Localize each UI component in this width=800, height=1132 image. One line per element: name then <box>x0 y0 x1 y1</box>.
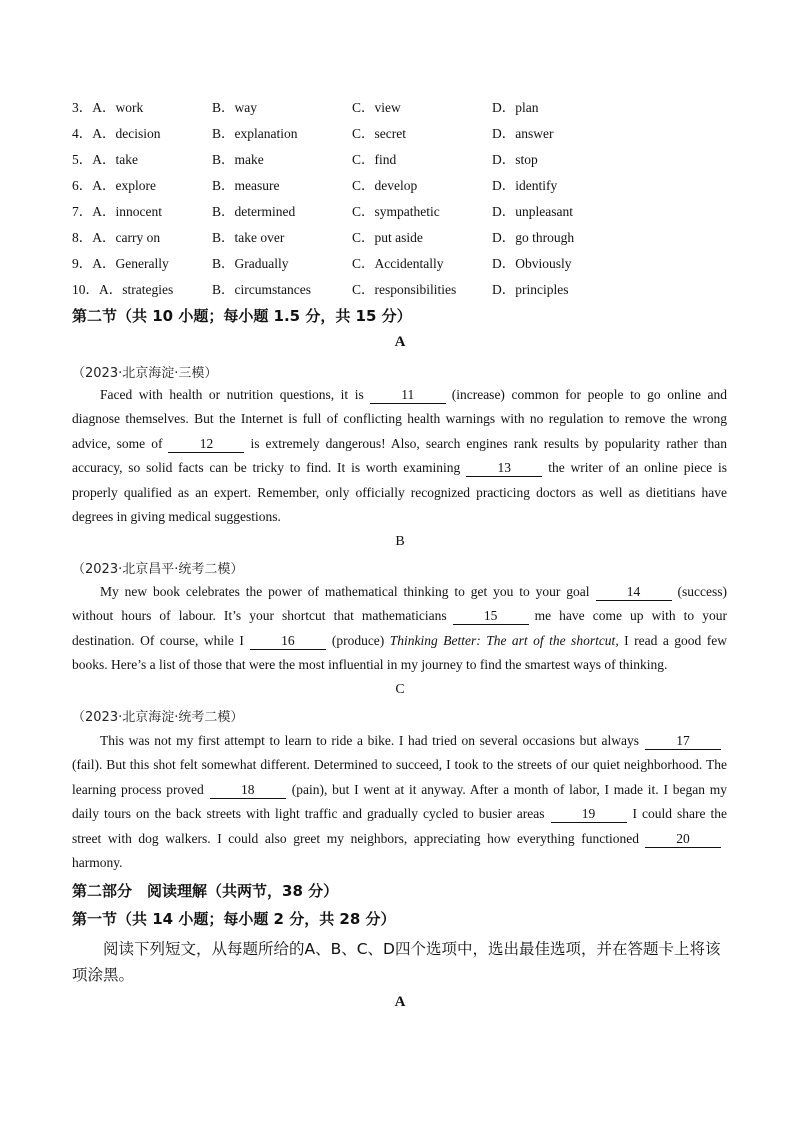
text: (fail). But this shot felt somewhat different. Determined to succeed, I took to the streets of our quiet neighborhood. The learning process proved <box>72 757 727 797</box>
text: This was not my first attempt to learn to ride a bike. I had tried on several occasions but always <box>100 733 639 748</box>
option-a: 3．A．work <box>72 100 144 115</box>
blank-15[interactable]: 15 <box>453 608 529 625</box>
passage-c-source: （2023·北京海淀·统考二模） <box>72 710 244 725</box>
option-row <box>72 93 732 119</box>
option-a: 4．A．decision <box>72 126 161 141</box>
option-d: D．Obviously <box>492 256 572 271</box>
text: (success) without hours of labour. It’s your shortcut that mathematicians <box>72 584 727 624</box>
part2-instruction: 阅读下列短文，从每题所给的A、B、C、D四个选项中，选出最佳选项，并在答题卡上将该项涂黑。 <box>72 940 721 984</box>
option-d: D．principles <box>492 282 569 297</box>
option-d: D．plan <box>492 100 539 115</box>
passage-b-letter: B <box>395 534 405 549</box>
option-c: C．view <box>352 100 401 115</box>
text: (pain), but I went at it anyway. After a month of labor, I made it. I began my daily tours on the back streets with light traffic and gradually cycled to busier areas <box>72 781 727 822</box>
text: My new book celebrates the power of mathematical thinking to get you to your goal <box>100 584 590 599</box>
option-d: D．identify <box>492 178 558 193</box>
options-list <box>72 93 732 301</box>
option-d: D．go through <box>492 230 575 245</box>
option-c: C．secret <box>352 126 406 141</box>
option-c: C．Accidentally <box>352 256 444 271</box>
option-d: D．stop <box>492 152 538 167</box>
text: (increase) common for people to go online and diagnose themselves. But the Internet is full of conflicting health warnings with no regulation to remove the wrong advice, some of <box>72 387 727 451</box>
option-b: B．determined <box>212 204 296 219</box>
text: is extremely dangerous! Also, search engines rank results by popularity rather than accuracy, so solid facts can be tricky to find. It is worth examining <box>72 435 727 476</box>
passage-a-source: （2023·北京海淀·三模） <box>72 366 218 381</box>
option-c: C．responsibilities <box>352 282 457 297</box>
blank-20[interactable]: 20 <box>645 831 721 848</box>
text: harmony. <box>72 855 123 871</box>
text: me have come up with to your destination. Of course, while I <box>72 608 727 648</box>
option-a: 8．A．carry on <box>72 230 161 245</box>
option-b: B．circumstances <box>212 282 311 297</box>
option-b: B．measure <box>212 178 280 193</box>
option-c: C．find <box>352 152 397 167</box>
option-a: 6．A．explore <box>72 178 156 193</box>
text: the writer of an online piece is properly qualified as an expert. Remember, only officially recognized practicing doctors as well as dietitians have degrees in giving medical suggestions. <box>72 460 727 525</box>
option-row <box>72 197 732 223</box>
blank-19[interactable]: 19 <box>551 806 627 823</box>
blank-16[interactable]: 16 <box>250 633 326 650</box>
option-c: C．put aside <box>352 230 423 245</box>
option-b: B．take over <box>212 230 285 245</box>
option-row <box>72 275 732 301</box>
passage-a-letter: A <box>394 334 406 350</box>
text: (produce) <box>331 632 385 648</box>
option-row <box>72 171 732 197</box>
option-c: C．develop <box>352 178 418 193</box>
book-title: Thinking Better: The art of the shortcut, <box>389 632 619 648</box>
part2-section1-heading: 第一节（共 14 小题；每小题 2 分，共 28 分） <box>72 910 396 928</box>
blank-13[interactable]: 13 <box>466 460 542 477</box>
option-b: B．way <box>212 100 257 115</box>
part2-heading: 第二部分 阅读理解（共两节，38 分） <box>72 882 339 900</box>
text: Faced with health or nutrition questions, it is <box>100 387 364 402</box>
option-b: B．Gradually <box>212 256 289 271</box>
part2-passage-a-letter: A <box>394 994 406 1010</box>
blank-11[interactable]: 11 <box>370 387 446 404</box>
option-b: B．explanation <box>212 126 298 141</box>
passage-a-text <box>72 383 727 529</box>
blank-14[interactable]: 14 <box>596 584 672 601</box>
passage-c-letter: C <box>395 682 405 697</box>
blank-17[interactable]: 17 <box>645 733 721 750</box>
option-a: 9．A．Generally <box>72 256 169 271</box>
option-row <box>72 249 732 275</box>
blank-18[interactable]: 18 <box>210 782 286 799</box>
option-d: D．answer <box>492 126 554 141</box>
option-row <box>72 119 732 145</box>
option-a: 5．A．take <box>72 152 138 167</box>
text: I read a good few books. Here’s a list of those that were the most influential in my journey to find the smartest ways of thinking. <box>72 632 727 673</box>
option-c: C．sympathetic <box>352 204 440 219</box>
passage-b-source: （2023·北京昌平·统考二模） <box>72 562 244 577</box>
option-d: D．unpleasant <box>492 204 573 219</box>
passage-c-text <box>72 729 727 875</box>
option-b: B．make <box>212 152 264 167</box>
section2-heading: 第二节（共 10 小题；每小题 1.5 分，共 15 分） <box>72 307 412 325</box>
text: I could share the street with dog walkers. I could also greet my neighbors, appreciating how everything functioned <box>72 806 727 846</box>
option-a: 10．A．strategies <box>72 282 174 297</box>
option-row <box>72 223 732 249</box>
option-a: 7．A．innocent <box>72 204 162 219</box>
option-row <box>72 145 732 171</box>
passage-b-text <box>72 580 727 678</box>
blank-12[interactable]: 12 <box>168 436 244 453</box>
